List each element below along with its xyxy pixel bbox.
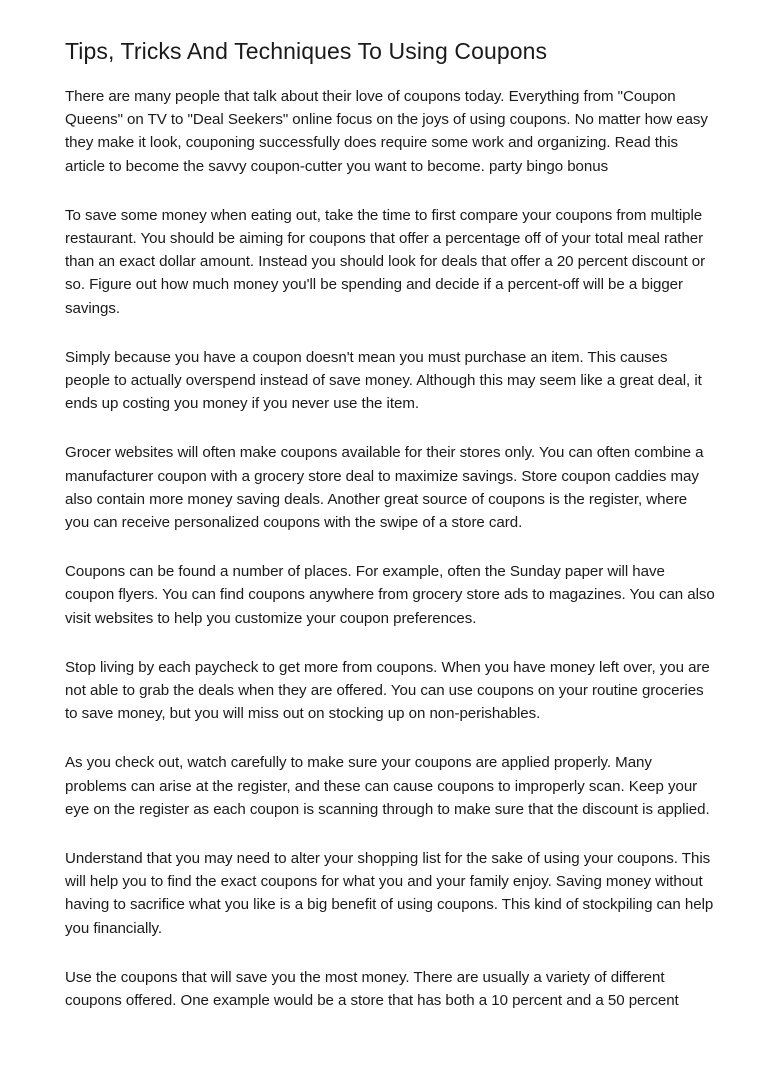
- paragraph-6: Stop living by each paycheck to get more from coupons. When you have money left over, you are not able to grab the deals when they are offered. You can use coupons on your routine groceries to save money, but you will miss out on stocking up on non-perishables.: [65, 658, 710, 723]
- document-title: Tips, Tricks And Techniques To Using Coupons: [65, 38, 548, 64]
- paragraph-1: There are many people that talk about their love of coupons today. Everything from "Coupon Queens" on TV to "Deal Seekers" online focus on the joys of using coupons. No matter how easy they make it look, couponing successfully does require some work and organizing. Read this article to become the savvy coupon-cutter you want to become. party bingo bonus: [65, 88, 708, 175]
- paragraph-4: Grocer websites will often make coupons available for their stores only. You can often combine a manufacturer coupon with a grocery store deal to maximize savings. Store coupon caddies may also contain more money saving deals. Another great source of coupons is the register, where you can receive personalized coupons with the swipe of a store card.: [65, 444, 704, 532]
- paragraph-5: Coupons can be found a number of places. For example, often the Sunday paper will have coupon flyers. You can find coupons anywhere from grocery store ads to magazines. You can also visit websites to help you customize your coupon preferences.: [65, 563, 715, 627]
- paragraph-8: Understand that you may need to alter your shopping list for the sake of using your coupons. This will help you to find the exact coupons for what you and your family enjoy. Saving money without having to sacrifice what you like is a big benefit of using coupons. This kind of stockpiling can help you financially.: [65, 850, 714, 937]
- paragraph-7: As you check out, watch carefully to make sure your coupons are applied properly. Many problems can arise at the register, and these can cause coupons to improperly scan. Keep your eye on the register as each coupon is scanning through to make sure that the discount is applied.: [65, 754, 710, 818]
- document-body: [65, 85, 715, 1012]
- document-page: [65, 36, 715, 1038]
- paragraph-9: Use the coupons that will save you the most money. There are usually a variety of different coupons offered. One example would be a store that has both a 10 percent and a 50 percent: [65, 968, 679, 1010]
- paragraph-3: Simply because you have a coupon doesn't mean you must purchase an item. This causes people to actually overspend instead of save money. Although this may seem like a great deal, it ends up costing you money if you never use the item.: [65, 348, 702, 413]
- paragraph-2: To save some money when eating out, take the time to first compare your coupons from multiple restaurant. You should be aiming for coupons that offer a percentage off of your total meal rather than an exact dollar amount. Instead you should look for deals that offer a 20 percent discount or so. Figure out how much money you'll be spending and decide if a percent-off will be a bigger savings.: [65, 206, 706, 317]
